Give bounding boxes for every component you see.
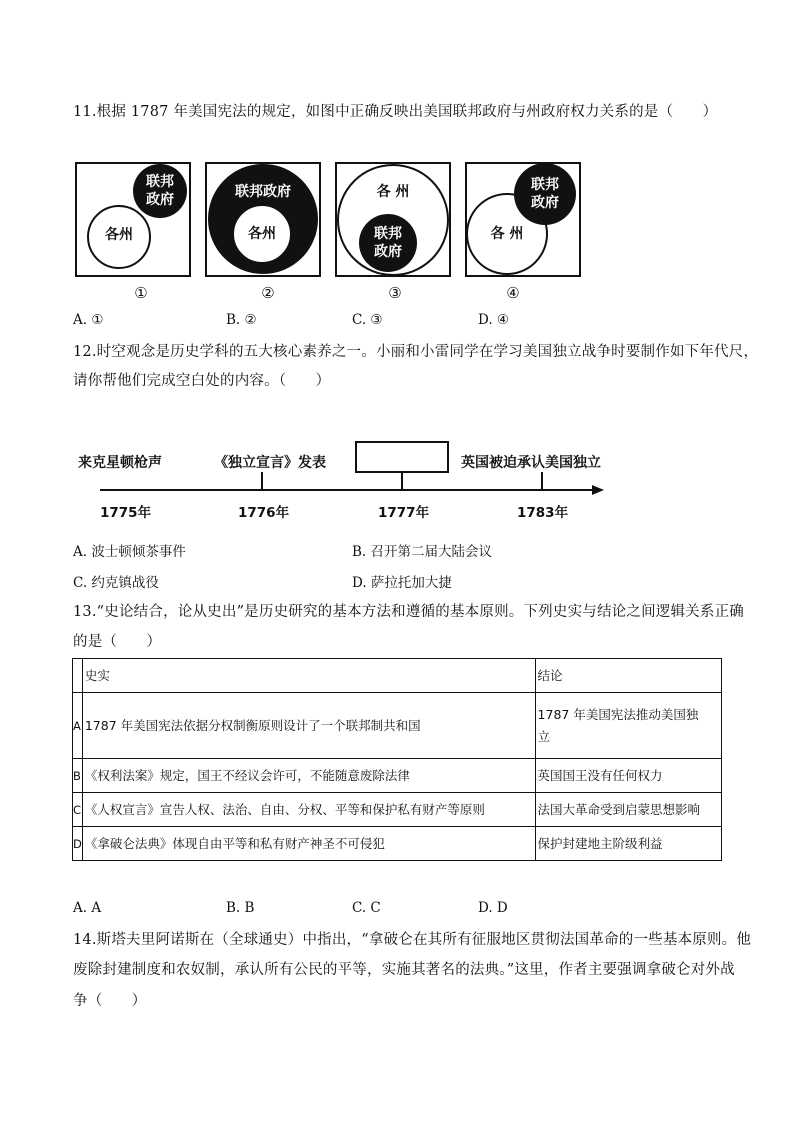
- table-row-label: B: [73, 759, 83, 793]
- q11-fig-label-4: ④: [506, 284, 520, 302]
- q14-line2: 废除封建制度和农奴制，承认所有公民的平等，实施其著名的法典。”这里，作者主要强调拿破仑对外战: [73, 962, 735, 978]
- q12-option-b[interactable]: B. 召开第二届大陆会议: [352, 544, 493, 560]
- table-row: [73, 793, 722, 827]
- table-header-row: [73, 659, 722, 693]
- table-row-fact: 《权利法案》规定，国王不经议会许可，不能随意废除法律: [82, 759, 535, 793]
- timeline-event-1775: 来克星顿枪声: [78, 455, 162, 471]
- table-row-label: D: [73, 827, 83, 861]
- table-row-conclusion: 英国国王没有任何权力: [535, 759, 721, 793]
- q13-table: [72, 658, 722, 861]
- table-header-conclusion: 结论: [535, 659, 721, 693]
- timeline-arrow: [592, 485, 604, 495]
- q14-line3: 争（ ）: [73, 993, 147, 1009]
- q13-stem-line1: 13.“史论结合，论从史出”是历史研究的基本方法和遵循的基本原则。下列史实与结论之间逻辑关系正确: [73, 604, 744, 620]
- table-row-label: C: [73, 793, 83, 827]
- q11-option-a[interactable]: A. ①: [73, 312, 104, 328]
- q12-option-c[interactable]: C. 约克镇战役: [73, 575, 159, 591]
- table-row: [73, 759, 722, 793]
- q11-d3-states: 各 州: [376, 184, 410, 200]
- timeline-year-1776: 1776年: [238, 505, 290, 521]
- q11-d4-states: 各 州: [490, 226, 524, 242]
- table-row: [73, 693, 722, 759]
- timeline-event-1776: 《独立宣言》发表: [214, 455, 326, 471]
- q11-d4-fed-1: 联邦: [531, 177, 559, 193]
- timeline-year-1783: 1783年: [517, 505, 569, 521]
- table-row-fact: 《拿破仑法典》体现自由平等和私有财产神圣不可侵犯: [82, 827, 535, 861]
- q12-option-d[interactable]: D. 萨拉托加大捷: [352, 575, 452, 591]
- q11-d3-fed-1: 联邦: [374, 226, 402, 242]
- table-row-conclusion-line2: 立: [537, 728, 551, 744]
- table-row: [73, 827, 722, 861]
- q11-d1-fed-2: 政府: [146, 192, 174, 208]
- q11-d2-fed: 联邦政府: [235, 184, 291, 200]
- q11-d1-states: 各州: [105, 227, 133, 243]
- q12-stem-line1: 12.时空观念是历史学科的五大核心素养之一。小丽和小雷同学在学习美国独立战争时要制作如下年代尺，: [73, 344, 759, 360]
- q12-stem-line2: 请你帮他们完成空白处的内容。（ ）: [73, 373, 331, 389]
- q11-fig-label-3: ③: [388, 284, 402, 302]
- table-row-fact: 《人权宣言》宣告人权、法治、自由、分权、平等和保护私有财产等原则: [82, 793, 535, 827]
- q11-option-b[interactable]: B. ②: [226, 312, 257, 328]
- timeline-year-1777: 1777年: [378, 505, 430, 521]
- table-row-conclusion-line1: 1787 年美国宪法推动美国独: [537, 706, 699, 722]
- table-header-fact: 史实: [82, 659, 535, 693]
- q11-d2-states: 各州: [248, 226, 276, 242]
- q13-stem-line2: 的是（ ）: [73, 634, 162, 650]
- q11-stem: 11.根据 1787 年美国宪法的规定，如图中正确反映出美国联邦政府与州政府权力关系的是（ ）: [73, 104, 718, 120]
- table-row-label: A: [73, 693, 83, 759]
- q13-option-c[interactable]: C. C: [352, 900, 381, 916]
- table-row-conclusion: 法国大革命受到启蒙思想影响: [535, 793, 721, 827]
- timeline-event-1783: 英国被迫承认美国独立: [461, 455, 601, 471]
- q11-option-c[interactable]: C. ③: [352, 312, 383, 328]
- table-row-fact: 1787 年美国宪法依据分权制衡原则设计了一个联邦制共和国: [82, 693, 535, 759]
- q14-line1: 14.斯塔夫里阿诺斯在（全球通史）中指出，“拿破仑在其所有征服地区贯彻法国革命的一些基本原则。他: [73, 932, 752, 948]
- table-row-conclusion: [535, 693, 721, 759]
- timeline-year-1775: 1775年: [100, 505, 152, 521]
- q11-fig-label-1: ①: [134, 284, 148, 302]
- table-header-label: [73, 659, 83, 693]
- q13-option-b[interactable]: B. B: [226, 900, 255, 916]
- timeline-blank-box: [356, 442, 448, 472]
- q13-option-d[interactable]: D. D: [478, 900, 508, 916]
- q11-option-d[interactable]: D. ④: [478, 312, 510, 328]
- q13-option-a[interactable]: A. A: [73, 900, 102, 916]
- q11-d3-fed-2: 政府: [374, 244, 402, 260]
- q12-option-a[interactable]: A. 波士顿倾茶事件: [73, 544, 186, 560]
- q11-d1-fed-1: 联邦: [146, 174, 174, 190]
- q11-d4-fed-2: 政府: [531, 195, 559, 211]
- table-row-conclusion: 保护封建地主阶级利益: [535, 827, 721, 861]
- q11-fig-label-2: ②: [261, 284, 275, 302]
